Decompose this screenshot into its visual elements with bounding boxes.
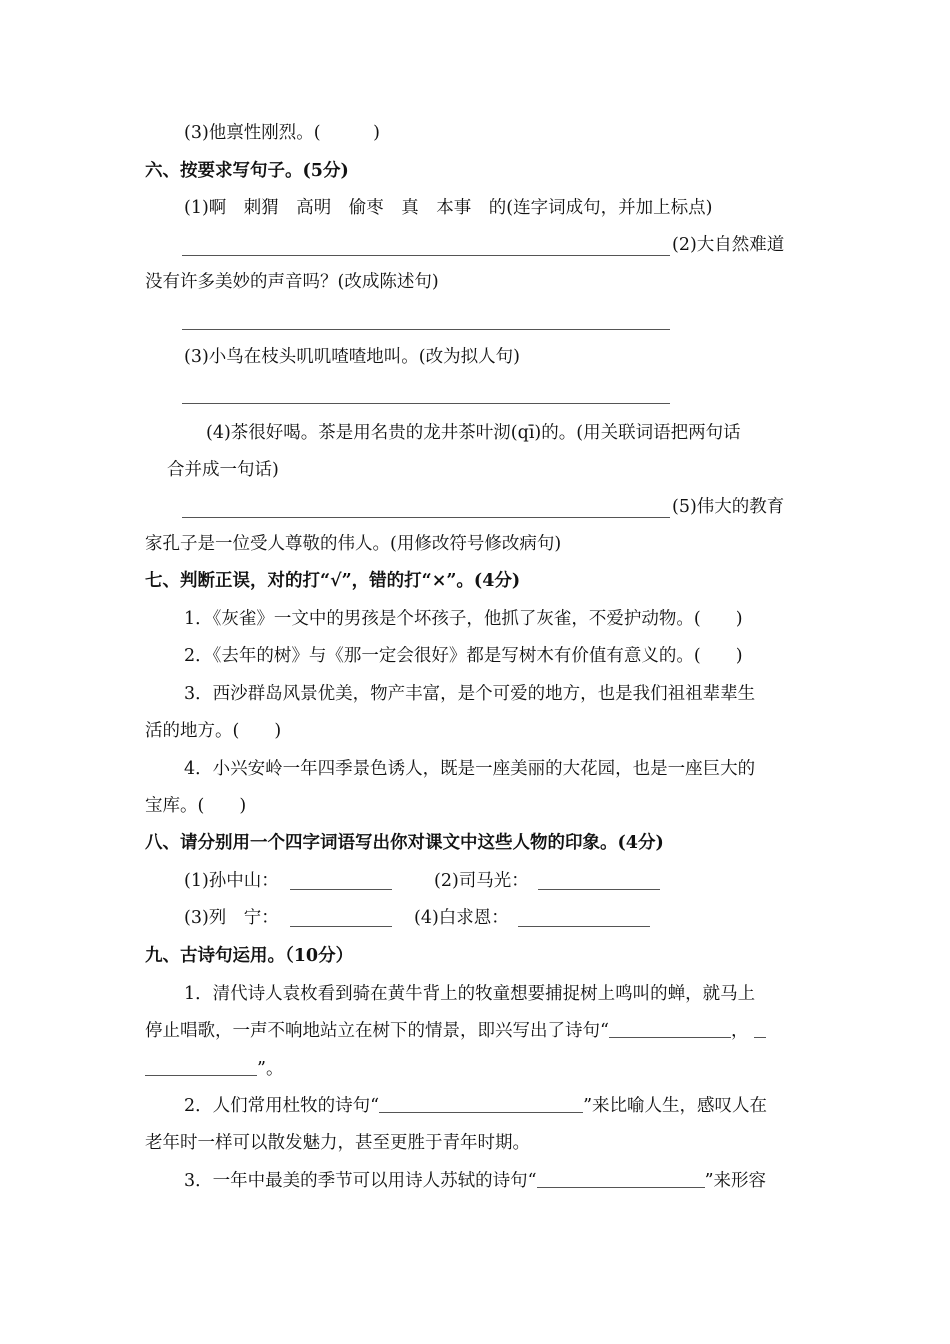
section-8-title: 八、请分别用一个四字词语写出你对课文中这些人物的印象。(4分) <box>145 833 664 853</box>
question-5-3: (3)他禀性刚烈。( ) <box>184 123 380 143</box>
question-7-3-start: 3．西沙群岛风景优美，物产丰富，是个可爱的地方，也是我们祖祖辈辈生 <box>184 684 756 704</box>
question-9-3-text: 3．一年中最美的季节可以用诗人苏轼的诗句“ <box>184 1171 537 1191</box>
question-6-1: (1)啊 刺猬 高明 偷枣 真 本事 的(连字词成句，并加上标点) <box>184 198 713 218</box>
answer-line-9-1b-start[interactable] <box>754 1021 766 1038</box>
question-7-1: 1．《灰雀》一文中的男孩是个坏孩子，他抓了灰雀，不爱护动物。( ) <box>184 609 743 629</box>
question-8-2: (2)司马光： <box>434 871 529 891</box>
question-7-2: 2．《去年的树》与《那一定会很好》都是写树木有价值有意义的。( ) <box>184 646 743 666</box>
question-6-3: (3)小鸟在枝头叽叽喳喳地叫。(改为拟人句) <box>184 347 520 367</box>
answer-line-8-3[interactable] <box>290 926 392 927</box>
answer-line-9-3[interactable] <box>537 1171 705 1188</box>
section-7-title: 七、判断正误，对的打“√”，错的打“×”。(4分) <box>145 571 521 591</box>
question-7-3-end: 活的地方。( ) <box>145 721 282 741</box>
section-9-title: 九、古诗句运用。（10分） <box>145 946 354 966</box>
question-6-4-end: 合并成一句话) <box>167 460 279 480</box>
question-9-1-line3 <box>145 1057 283 1081</box>
answer-line-6-2[interactable] <box>182 329 670 330</box>
question-8-4: (4)白求恩： <box>414 908 509 928</box>
question-9-2-after: ”来比喻人生，感叹人在 <box>583 1096 768 1116</box>
question-9-1-line1: 1．清代诗人袁枚看到骑在黄牛背上的牧童想要捕捉树上鸣叫的蝉，就马上 <box>184 984 756 1004</box>
answer-line-9-2[interactable] <box>379 1096 583 1113</box>
answer-line-6-1[interactable] <box>182 255 670 256</box>
question-6-2-end: 没有许多美妙的声音吗？(改成陈述句) <box>145 272 439 292</box>
answer-line-9-1b-end[interactable] <box>145 1059 257 1076</box>
question-9-1-close: ”。 <box>257 1059 284 1079</box>
question-6-2-start: (2)大自然难道 <box>672 235 785 255</box>
question-6-4-start: (4)茶很好喝。茶是用名贵的龙井茶叶沏(qī)的。(用关联词语把两句话 <box>206 423 741 443</box>
question-9-3-after: ”来形容 <box>704 1171 767 1191</box>
question-9-2-line2: 老年时一样可以散发魅力，甚至更胜于青年时期。 <box>145 1133 530 1153</box>
answer-line-6-3[interactable] <box>182 403 670 404</box>
question-9-2-text: 2．人们常用杜牧的诗句“ <box>184 1096 380 1116</box>
answer-line-8-2[interactable] <box>538 889 660 890</box>
answer-line-9-1a[interactable] <box>609 1021 731 1038</box>
answer-line-8-1[interactable] <box>290 889 392 890</box>
question-9-2-line1 <box>184 1094 767 1118</box>
question-8-3: (3)列 宁： <box>184 908 279 928</box>
answer-line-6-4[interactable] <box>182 517 670 518</box>
question-7-4-start: 4．小兴安岭一年四季景色诱人，既是一座美丽的大花园，也是一座巨大的 <box>184 759 756 779</box>
question-7-4-end: 宝库。( ) <box>145 796 247 816</box>
question-9-1-comma: ， <box>730 1021 749 1041</box>
question-8-1: (1)孙中山： <box>184 871 279 891</box>
question-6-5-start: (5)伟大的教育 <box>672 497 785 517</box>
question-6-5-end: 家孔子是一位受人尊敬的伟人。(用修改符号修改病句) <box>145 534 562 554</box>
question-9-3-line1 <box>184 1169 766 1193</box>
answer-line-8-4[interactable] <box>518 926 650 927</box>
section-6-title: 六、按要求写句子。(5分) <box>145 161 349 181</box>
question-9-1-text: 停止唱歌，一声不响地站立在树下的情景，即兴写出了诗句“ <box>145 1021 609 1041</box>
question-9-1-line2 <box>145 1019 766 1043</box>
